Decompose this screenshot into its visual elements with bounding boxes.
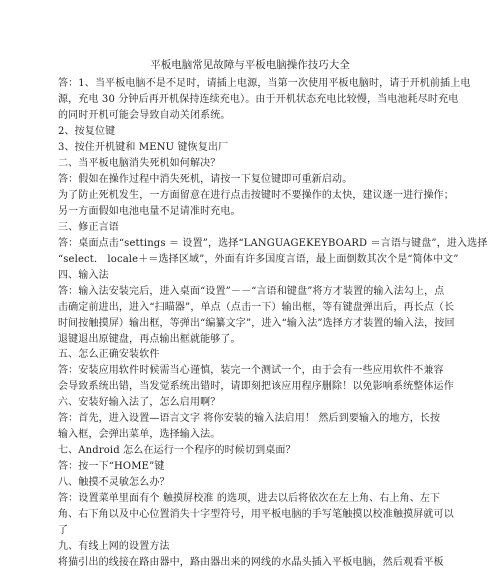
text-line: 3、按住开机键和 MENU 键恢复出厂	[58, 141, 229, 153]
text-line: 为了防止死机发生，一方面留意在进行点击按键时不要操作的太快，建议逐一进行操作；	[58, 189, 454, 201]
document-title: 平板电脑常见故障与平板电脑操作技巧大全	[150, 59, 350, 71]
section-heading: 五、怎么正确安装软件	[58, 349, 160, 361]
text-line: 另一方面假如电池电量不足请准时充电。	[58, 205, 241, 217]
text-line: 退键退出原键盘，再点输出框就能够了。	[58, 333, 241, 345]
text-line: 答：首先，进入设置—语言文字 将你安装的输入法启用！ 然后到要输入的地方，长按	[58, 413, 441, 425]
text-line: 答：输入法安装完后，进入桌面“设置”－－“言语和键盘”将方才装置的输入法勾上，点	[58, 285, 445, 297]
text-line: 的同时开机可能会导致自动关闭系统。	[58, 109, 231, 121]
text-line: 答：桌面点击“settings ＝ 设置”，选择“LANGUAGEKEYBOARD ＝言语与键盘”，进入选择	[58, 237, 488, 249]
section-heading: 八、触摸不灵敏怎么办？	[58, 477, 170, 489]
text-line: 答：设置菜单里面有个 触摸屏校准 的选项，进去以后将依次在左上角、右上角、左下	[58, 493, 441, 505]
text-line: 答：1、当平板电脑不是不足时，请插上电源，当第一次使用平板电脑时，请于开机前插上电	[58, 78, 471, 89]
text-line: 时间按触摸屏）输出框，等弹出“编纂文字”，进入“输入法”选择方才装置的输入法，按回	[58, 317, 455, 329]
text-line: 九、有线上网的设置方法	[58, 541, 170, 552]
section-heading: 六、安装好输入法了，怎么启用啊？	[58, 397, 221, 409]
section-heading: 四、输入法	[58, 269, 109, 281]
text-line: 答：假如在操作过程中消失死机，请按一下复位键即可重新启动。	[58, 173, 353, 185]
text-line: 角、右下角以及中心位置消失十字型符号，用平板电脑的手写笔触摸以校准触摸屏就可以	[58, 509, 454, 521]
text-line: 将猫引出的线接在路由器中，路由器出来的网线的水晶头插入平板电脑，然后观看平板	[58, 557, 444, 568]
text-line: 源，充电 30 分钟后再开机保持连续充电）。由于开机状态充电比较慢，当电池耗尽时充电	[58, 94, 459, 105]
section-heading: 三、修正言语	[58, 221, 119, 233]
text-line: 击确定前进出，进入“扫瞄器”，单点（点击一下）输出框，等有键盘弹出后，再长点（长	[58, 301, 455, 313]
text-line: 输入框，会弹出菜单，选择输入法。	[58, 429, 221, 441]
section-heading: 二、当平板电脑消失死机如何解决？	[58, 157, 221, 169]
section-heading: 七、Android 怎么在运行一个程序的时候切到桌面？	[58, 445, 296, 457]
text-line: “select． locale＋＝选择区域”，外面有许多国度言语，最上面倒数其次个是“简体中文”	[58, 253, 459, 265]
text-line: 答：按一下“HOME”键	[58, 461, 165, 473]
text-line: 答：安装应用软件时候需当心谨慎，装完一个测试一个，由于会有一些应用软件不兼容	[58, 365, 444, 377]
text-line: 2、按复位键	[58, 125, 116, 137]
text-line: 了	[58, 525, 69, 537]
text-line: 会导致系统出错，当发觉系统出错时，请即刻把该应用程序删除！以免影响系统整体运作	[58, 381, 454, 393]
